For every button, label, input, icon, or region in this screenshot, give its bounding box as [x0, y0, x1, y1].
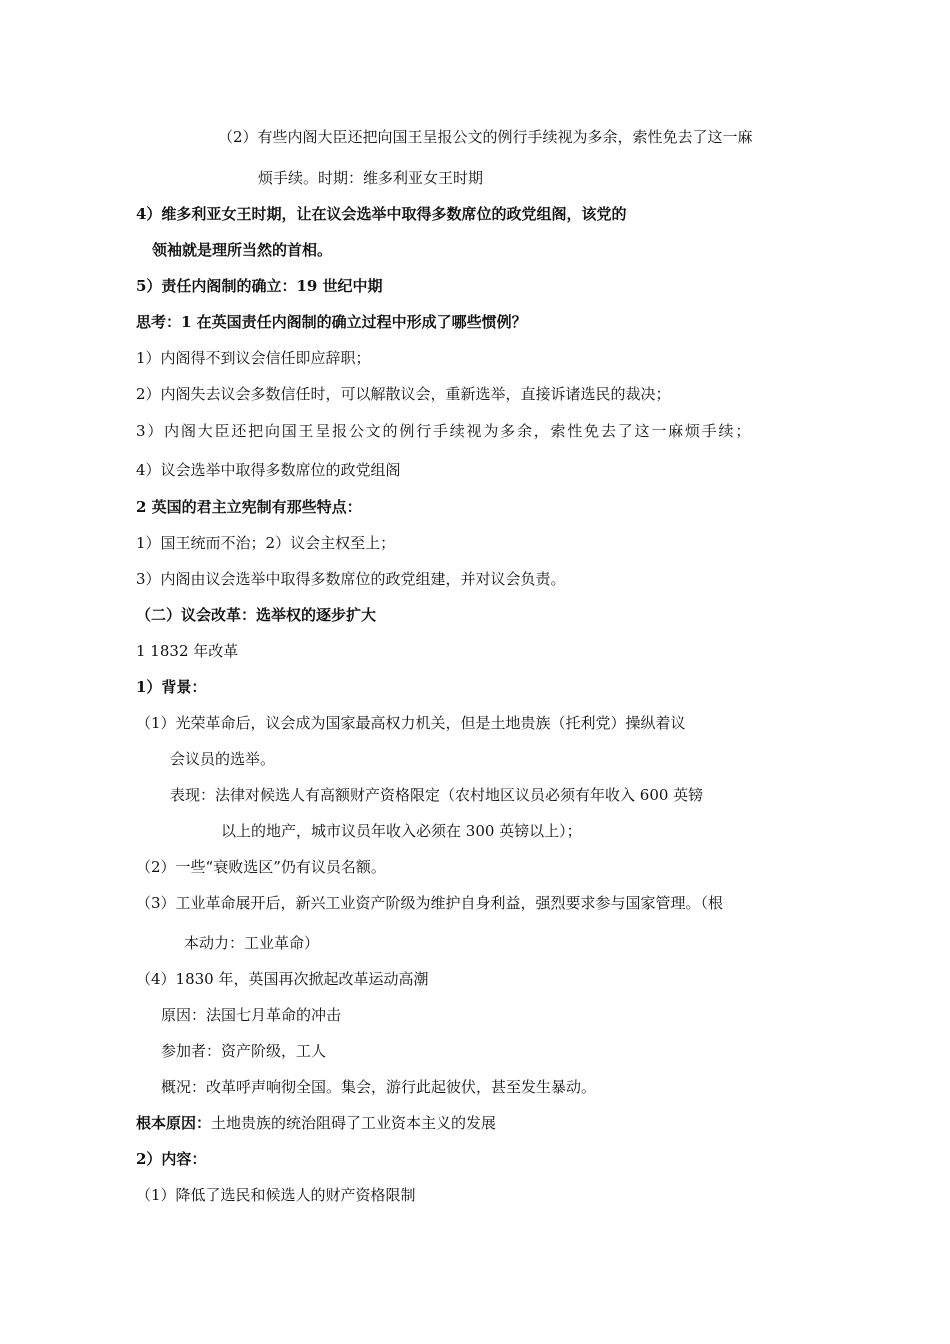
text-line: 4）议会选举中取得多数席位的政党组阁	[136, 461, 401, 479]
text-line: 会议员的选举。	[170, 750, 276, 768]
text-line: 原因：法国七月革命的冲击	[161, 1006, 342, 1024]
text-line: 1）国王统而不治；2）议会主权至上；	[136, 534, 396, 552]
question-heading: 2 英国的君主立宪制有那些特点：	[136, 498, 362, 516]
text-line: （4）1830 年，英国再次掀起改革运动高潮	[136, 970, 429, 988]
text-line: 3）内阁由议会选举中取得多数席位的政党组建，并对议会负责。	[136, 570, 566, 588]
heading-line: 4）维多利亚女王时期，让在议会选举中取得多数席位的政党组阁，该党的	[136, 205, 627, 223]
heading-line: 2）内容：	[136, 1150, 207, 1168]
text-line: （2）有些内阁大臣还把向国王呈报公文的例行手续视为多余，索性免去了这一麻	[218, 128, 753, 146]
root-cause-text: 土地贵族的统治阻碍了工业资本主义的发展	[211, 1114, 497, 1132]
text-line	[136, 1113, 496, 1133]
heading-line: 5）责任内阁制的确立：19 世纪中期	[136, 277, 383, 295]
text-line: 表现：法律对候选人有高额财产资格限定（农村地区议员必须有年收入 600 英镑	[170, 786, 704, 804]
section-heading: （二）议会改革：选举权的逐步扩大	[136, 606, 377, 624]
text-line: 本动力：工业革命）	[184, 934, 320, 952]
question-heading: 思考：1 在英国责任内阁制的确立过程中形成了哪些惯例？	[136, 313, 527, 331]
text-line: 1 1832 年改革	[136, 642, 239, 660]
text-line: （2）一些“衰败选区”仍有议员名额。	[136, 858, 386, 876]
heading-line: 领袖就是理所当然的首相。	[152, 241, 333, 259]
heading-line: 1）背景：	[136, 678, 207, 696]
root-cause-label: 根本原因：	[136, 1114, 212, 1132]
text-line: 以上的地产，城市议员年收入必须在 300 英镑以上）；	[221, 822, 582, 840]
text-line: （3）工业革命展开后，新兴工业资产阶级为维护自身利益，强烈要求参与国家管理。（根	[136, 894, 724, 912]
text-line: 概况：改革呼声响彻全国。集会，游行此起彼伏，甚至发生暴动。	[161, 1078, 597, 1096]
text-line: 2）内阁失去议会多数信任时，可以解散议会，重新选举，直接诉诸选民的裁决；	[136, 385, 671, 403]
text-line: 烦手续。时期：维多利亚女王时期	[258, 169, 484, 187]
text-line: （1）光荣革命后，议会成为国家最高权力机关，但是土地贵族（托利党）操纵着议	[136, 714, 686, 732]
text-line: （1）降低了选民和候选人的财产资格限制	[136, 1186, 416, 1204]
text-line: 1）内阁得不到议会信任即应辞职；	[136, 349, 371, 367]
text-line: 3）内阁大臣还把向国王呈报公文的例行手续视为多余，索性免去了这一麻烦手续；	[136, 422, 753, 440]
text-line: 参加者：资产阶级，工人	[161, 1042, 327, 1060]
